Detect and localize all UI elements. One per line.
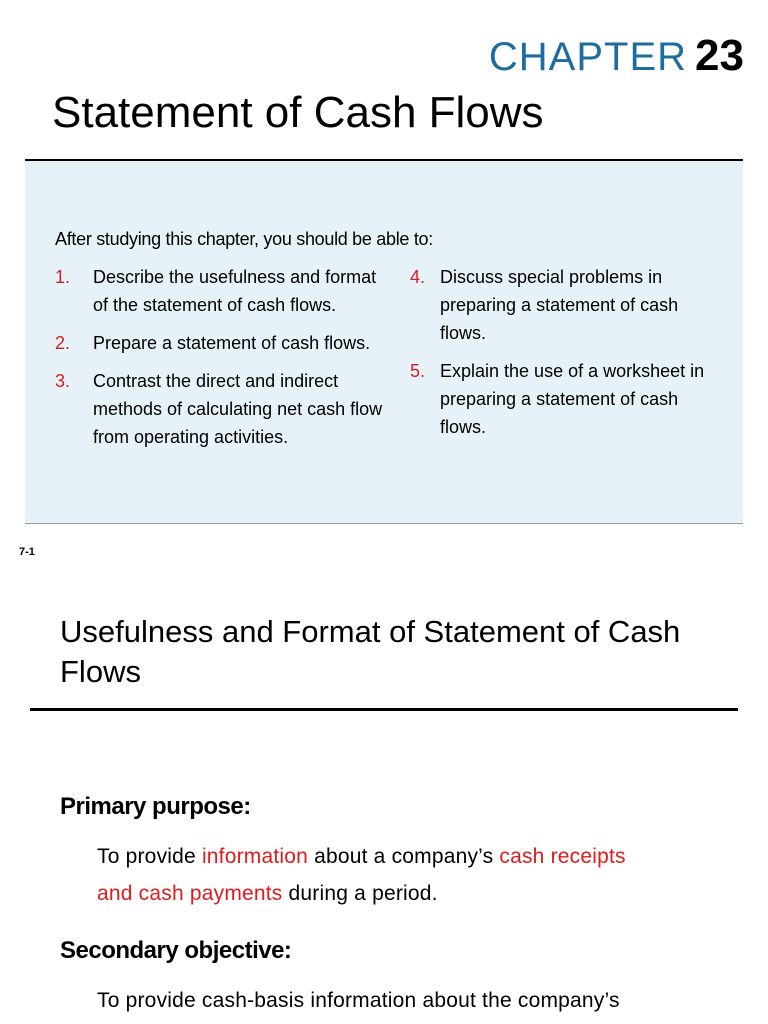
primary-purpose-heading: Primary purpose: [60, 793, 251, 820]
objective-item [410, 357, 720, 441]
section-title: Usefulness and Format of Statement of Cash Flows [60, 614, 681, 689]
objective-number: 5. [410, 361, 426, 381]
objective-number: 4. [410, 267, 426, 287]
objective-item [55, 367, 385, 451]
primary-purpose-text [97, 838, 657, 912]
objective-text: Explain the use of a worksheet in preparing a statement of cash flows. [440, 361, 705, 437]
chapter-number: 23 [695, 31, 744, 80]
text-run: about a company’s [308, 845, 500, 868]
text-run: during a period. [282, 882, 438, 905]
text-run: To provide [97, 845, 202, 868]
secondary-objective-text: To provide cash-basis information about the company’s [97, 989, 620, 1012]
chapter-label: CHAPTER [488, 35, 688, 79]
objective-item [55, 263, 385, 319]
objective-number: 1. [55, 267, 71, 287]
objective-text: Describe the usefulness and format of the statement of cash flows. [93, 267, 377, 315]
objective-item [410, 263, 720, 347]
objective-text: Discuss special problems in preparing a statement of cash flows. [440, 267, 679, 343]
section-divider [30, 708, 738, 711]
learning-objectives-box [25, 161, 743, 524]
slide-number: 7-1 [19, 546, 35, 558]
highlight-cash-receipts-payments: cash receipts and cash payments [97, 845, 626, 905]
objective-text: Prepare a statement of cash flows. [93, 333, 371, 353]
slide-title: Statement of Cash Flows [52, 88, 544, 137]
objective-item [55, 329, 385, 357]
objective-text: Contrast the direct and indirect methods of calculating net cash flow from operating activities. [93, 371, 383, 447]
objective-number: 2. [55, 333, 71, 353]
objectives-right-column [410, 263, 720, 451]
chapter-tag [488, 31, 744, 80]
secondary-objective-heading: Secondary objective: [60, 937, 292, 964]
objectives-left-column [55, 263, 385, 461]
objectives-intro: After studying this chapter, you should be able to: [55, 229, 433, 249]
objective-number: 3. [55, 371, 71, 391]
highlight-information: information [201, 845, 309, 868]
